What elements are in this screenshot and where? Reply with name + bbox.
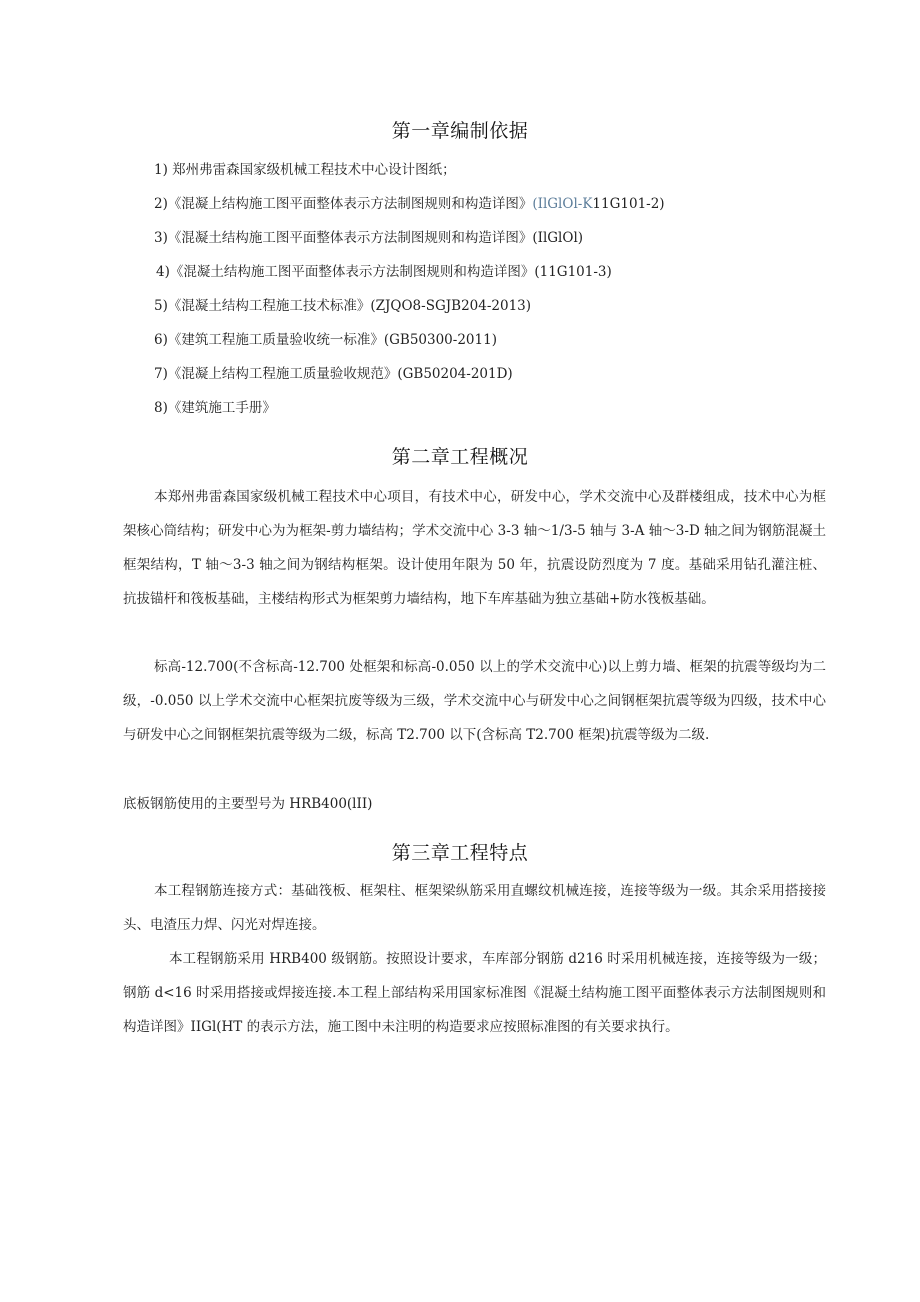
- chapter3-title: 第三章工程特点: [391, 842, 529, 864]
- chapter2-paragraph-2: 标高-12.700(不含标高-12.700 处框架和标高-0.050 以上的学术交流中心)以上剪力墙、框架的抗震等级均为二级，-0.050 以上学术交流中心框架抗废等级为三级，学术交流中心与研发中心之间钢框架抗震等级为四级，技术中心与研发中心之间钢框架抗震等级为二级，标高 T2.700 以下(含标高 T2.700 框架)抗震等级为二级.: [123, 659, 826, 743]
- reference-item-2: [154, 194, 665, 214]
- reference-item-2-tail: 11G101-2): [592, 196, 665, 212]
- chapter2-title: 第二章工程概况: [391, 446, 529, 468]
- chapter1-title: 第一章编制依据: [391, 120, 529, 142]
- reference-item-6: 6)《建筑工程施工质量验收统一标准》(GB50300-2011): [154, 332, 497, 348]
- reference-item-8: 8)《建筑施工手册》: [154, 400, 276, 416]
- reference-item-1: 1) 郑州弗雷森国家级机械工程技术中心设计图纸；: [154, 162, 456, 178]
- chapter3-paragraph-2: 本工程钢筋采用 HRB400 级钢筋。按照设计要求，车库部分钢筋 d216 时采用机械连接，连接等级为一级；钢筋 d<16 时采用搭接或焊接连接.本工程上部结构采用国家标准图《混凝土结构施工图平面整体表示方法制图规则和构造详图》IIGl(HT 的表示方法，施工图中未注明的构造要求应按照标准图的有关要求执行。: [123, 951, 826, 1035]
- reference-item-7: 7)《混凝上结构工程施工质量验收规范》(GB50204-201D): [154, 366, 513, 382]
- chapter2-line-3: 底板钢筋使用的主要型号为 HRB400(lII): [123, 796, 373, 812]
- chapter2-paragraph-1: 本郑州弗雷森国家级机械工程技术中心项目，有技术中心，研发中心，学术交流中心及群楼组成，技术中心为框架核心筒结构；研发中心为为框架-剪力墙结构；学术交流中心 3-3 轴～1/3-5 轴与 3-A 轴～3-D 轴之间为钢筋混凝土框架结构，T 轴～3-3 轴之间为钢结构框架。设计使用年限为 50 年，抗震设防烈度为 7 度。基础采用钻孔灌注桩、抗拔锚杆和筏板基础，主楼结构形式为框架剪力墙结构，地下车库基础为独立基础+防水筏板基础。: [123, 489, 826, 607]
- reference-item-5: 5)《混凝土结构工程施工技术标准》(ZJQO8-SGJB204-2013): [154, 298, 532, 314]
- chapter3-paragraph-1: 本工程钢筋连接方式：基础筏板、框架柱、框架梁纵筋采用直螺纹机械连接，连接等级为一级。其余采用搭接接头、电渣压力焊、闪光对焊连接。: [123, 883, 826, 933]
- reference-item-2-highlight: (IlGlOl-K: [532, 196, 593, 212]
- reference-item-2-text: 2)《混凝上结构施工图平面整体表示方法制图规则和构造详图》: [154, 196, 533, 212]
- reference-item-4: 4)《混凝土结构施工图平面整体表示方法制图规则和构造详图》(11G101-3): [156, 264, 612, 280]
- reference-item-3: 3)《混凝土结构施工图平面整体表示方法制图规则和构造详图》(IlGlOl): [154, 230, 584, 246]
